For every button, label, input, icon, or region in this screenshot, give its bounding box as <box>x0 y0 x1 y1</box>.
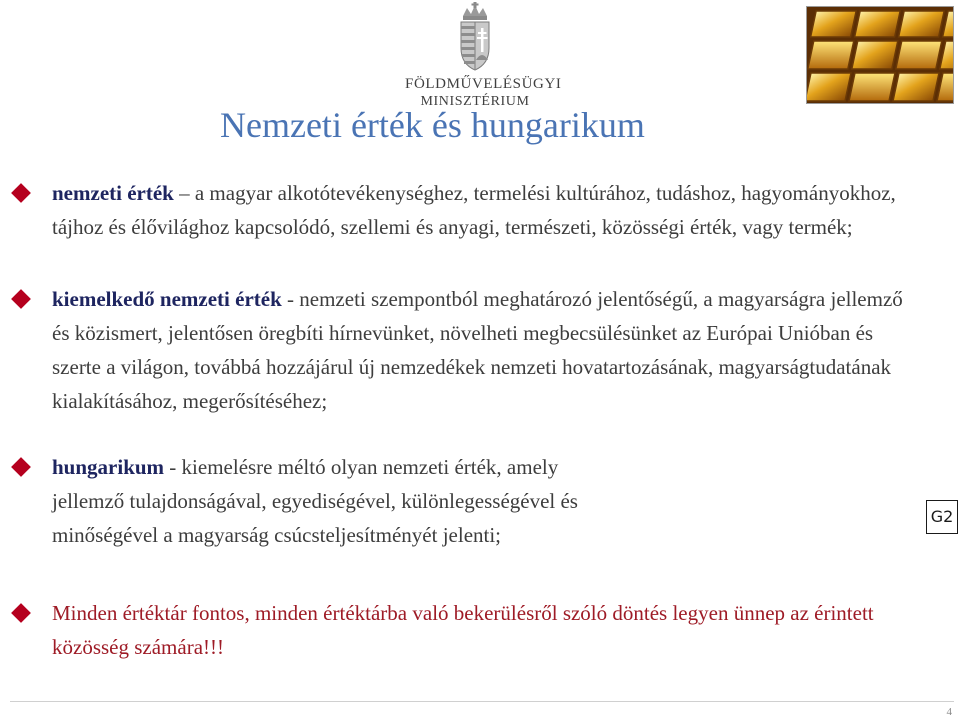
bullet-text <box>52 176 922 244</box>
diamond-bullet-icon <box>11 289 31 309</box>
bullet-separator: - <box>164 455 182 479</box>
highlight-text: Minden értéktár fontos, minden értéktárba való bekerülésről szóló döntés legyen ünnep az érintett közösség számára!!! <box>52 601 874 659</box>
footer-divider <box>10 701 954 702</box>
bullet-term: hungarikum <box>52 455 165 479</box>
bullet-text <box>52 450 612 552</box>
ministry-name-line1: FÖLDMŰVELÉSÜGYI <box>405 76 562 92</box>
bullet-definition: nemzeti szempontból meghatározó jelentőségű, a magyarságra jellemző és közismert, jelentősen öregbíti hírnevünket, növelheti megbecsülésünket az Európai Unióban és szerte a világon, továbbá hozzájárul új nemzedékek nemzeti hovatartozásának, magyarságtudatának kialakításához, megerősítéséhez; <box>52 287 903 413</box>
bullet-definition: a magyar alkotótevékenységhez, termelési kultúrához, tudáshoz, hagyományokhoz, tájhoz és élővilághoz kapcsolódó, szellemi és anyagi, természeti, közösségi érték, vagy termék; <box>52 181 896 239</box>
bullet-term: kiemelkedő nemzeti érték <box>52 287 282 311</box>
diamond-bullet-icon <box>11 183 31 203</box>
bullet-term: nemzeti érték <box>52 181 174 205</box>
code-label-box: G2 <box>926 500 958 534</box>
page-number: 4 <box>946 706 952 718</box>
bullet-separator: - <box>281 287 300 311</box>
slide-title: Nemzeti érték és hungarikum <box>220 105 645 145</box>
bullet-text <box>52 282 922 418</box>
ministry-logo <box>405 2 562 110</box>
bullet-separator: – <box>173 181 195 205</box>
diamond-bullet-icon <box>11 603 31 623</box>
ministry-name-line2: MINISZTÉRIUM <box>420 94 530 109</box>
bullet-definition: kiemelésre méltó olyan nemzeti érték, amely jellemző tulajdonságával, egyediségével, különlegességével és minőségével a magyarság csúcsteljesítményét jelenti; <box>52 455 578 547</box>
coat-of-arms-icon <box>455 2 495 74</box>
diamond-bullet-icon <box>11 457 31 477</box>
gold-bars-photo <box>806 6 954 104</box>
